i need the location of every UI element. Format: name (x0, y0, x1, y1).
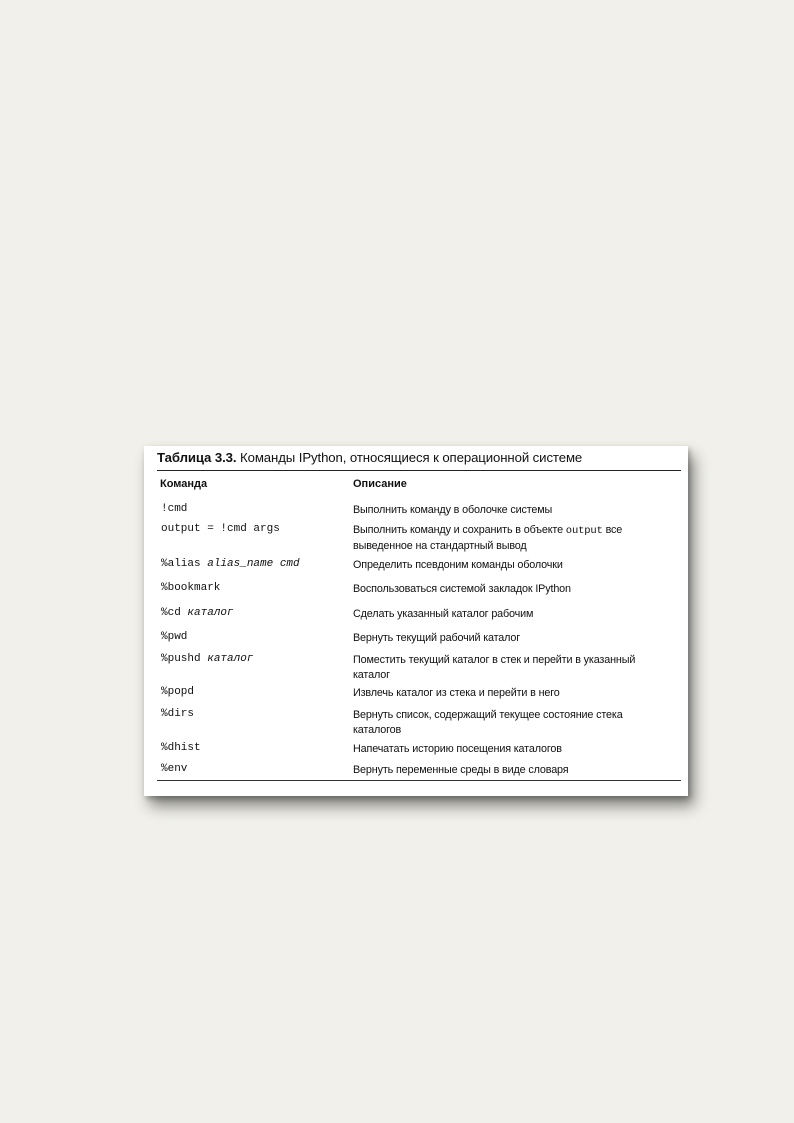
table-card (144, 446, 688, 796)
command-cell: %pwd (161, 631, 188, 643)
description-cell: Напечатать историю посещения каталогов (353, 743, 562, 755)
command-name: %alias (161, 558, 201, 570)
description-cell: Вернуть текущий рабочий каталог (353, 632, 521, 644)
column-header-description: Описание (353, 478, 407, 490)
description-text: все выведенное на стандартный вывод (353, 524, 623, 552)
description-cell: Вернуть переменные среды в виде словаря (353, 764, 569, 776)
command-argument: каталог (207, 653, 254, 665)
table-caption-text: Команды IPython, относящиеся к операционной системе (240, 450, 583, 465)
command-argument: alias_name cmd (207, 558, 300, 570)
description-cell: Поместить текущий каталог в стек и перейти в указанный каталог (353, 654, 636, 681)
command-cell (161, 558, 300, 570)
command-argument: каталог (187, 607, 234, 619)
command-name: %pushd (161, 653, 201, 665)
command-cell (161, 653, 253, 665)
table-bottom-rule (157, 780, 681, 781)
description-cell (353, 523, 671, 553)
description-cell: Определить псевдоним команды оболочки (353, 559, 563, 571)
description-cell: Выполнить команду в оболочке системы (353, 504, 553, 516)
command-cell: %popd (161, 686, 195, 698)
description-cell: Воспользоваться системой закладок IPython (353, 583, 571, 595)
command-cell (161, 607, 234, 619)
table-caption-number: Таблица 3.3. (157, 450, 237, 465)
description-cell: Извлечь каталог из стека и перейти в него (353, 687, 560, 699)
command-cell: output = !cmd args (161, 523, 280, 535)
description-cell: Вернуть список, содержащий текущее состояние стека каталогов (353, 709, 623, 736)
table-top-rule (157, 470, 681, 471)
description-cell: Сделать указанный каталог рабочим (353, 608, 534, 620)
description-code: output (565, 525, 603, 537)
command-cell: %dhist (161, 742, 201, 754)
table-caption (157, 450, 582, 465)
description-text: Выполнить команду и сохранить в объекте (353, 524, 563, 536)
column-header-command: Команда (160, 478, 208, 490)
command-name: %cd (161, 607, 181, 619)
command-cell: %dirs (161, 708, 195, 720)
command-cell: !cmd (161, 503, 188, 515)
command-cell: %bookmark (161, 582, 221, 594)
command-cell: %env (161, 763, 188, 775)
